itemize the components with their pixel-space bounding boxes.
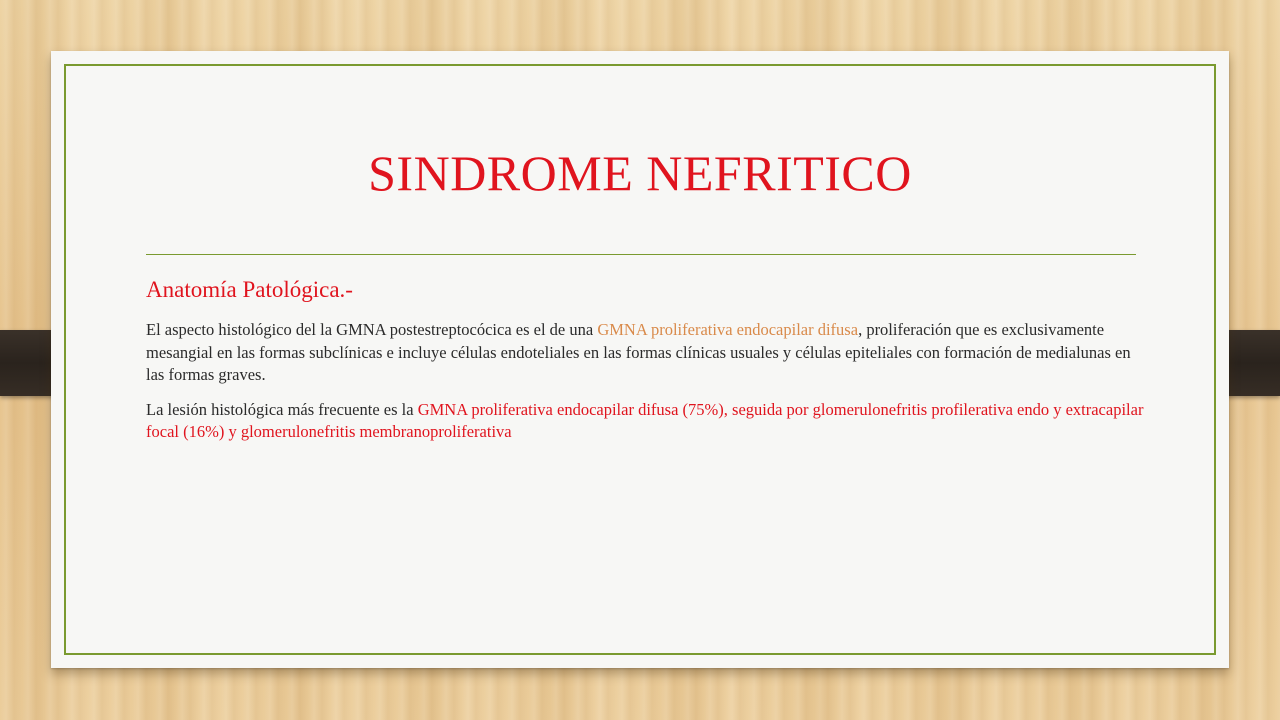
paragraph-1-text-after: , proliferación que es exclusivamente mesangial en las formas subclínicas e incluye células endoteliales en las formas clínicas usuales y células epiteliales con formación de medialunas en las formas graves. xyxy=(146,320,1131,384)
paragraph-frequent-lesion xyxy=(146,399,1146,444)
slide-content xyxy=(146,275,1146,456)
paragraph-2-text-before: La lesión histológica más frecuente es la xyxy=(146,399,418,419)
section-heading: Anatomía Patológica.- xyxy=(146,277,353,302)
slide-title: SINDROME NEFRITICO xyxy=(368,145,912,201)
title-divider xyxy=(146,254,1136,255)
paragraph-1-highlight: GMNA proliferativa endocapilar difusa xyxy=(597,320,859,339)
paragraph-histology xyxy=(146,319,1146,387)
slide-card xyxy=(51,51,1229,668)
paragraph-2-highlight: GMNA proliferativa endocapilar difusa (75%), seguida por glomerulonefritis profilerativa endo y extracapilar focal (16%) y glomerulonefritis membranoproliferativa xyxy=(146,399,1144,441)
paragraph-1-text-before: El aspecto histológico del la GMNA postestreptocócica es el de una xyxy=(146,320,598,339)
